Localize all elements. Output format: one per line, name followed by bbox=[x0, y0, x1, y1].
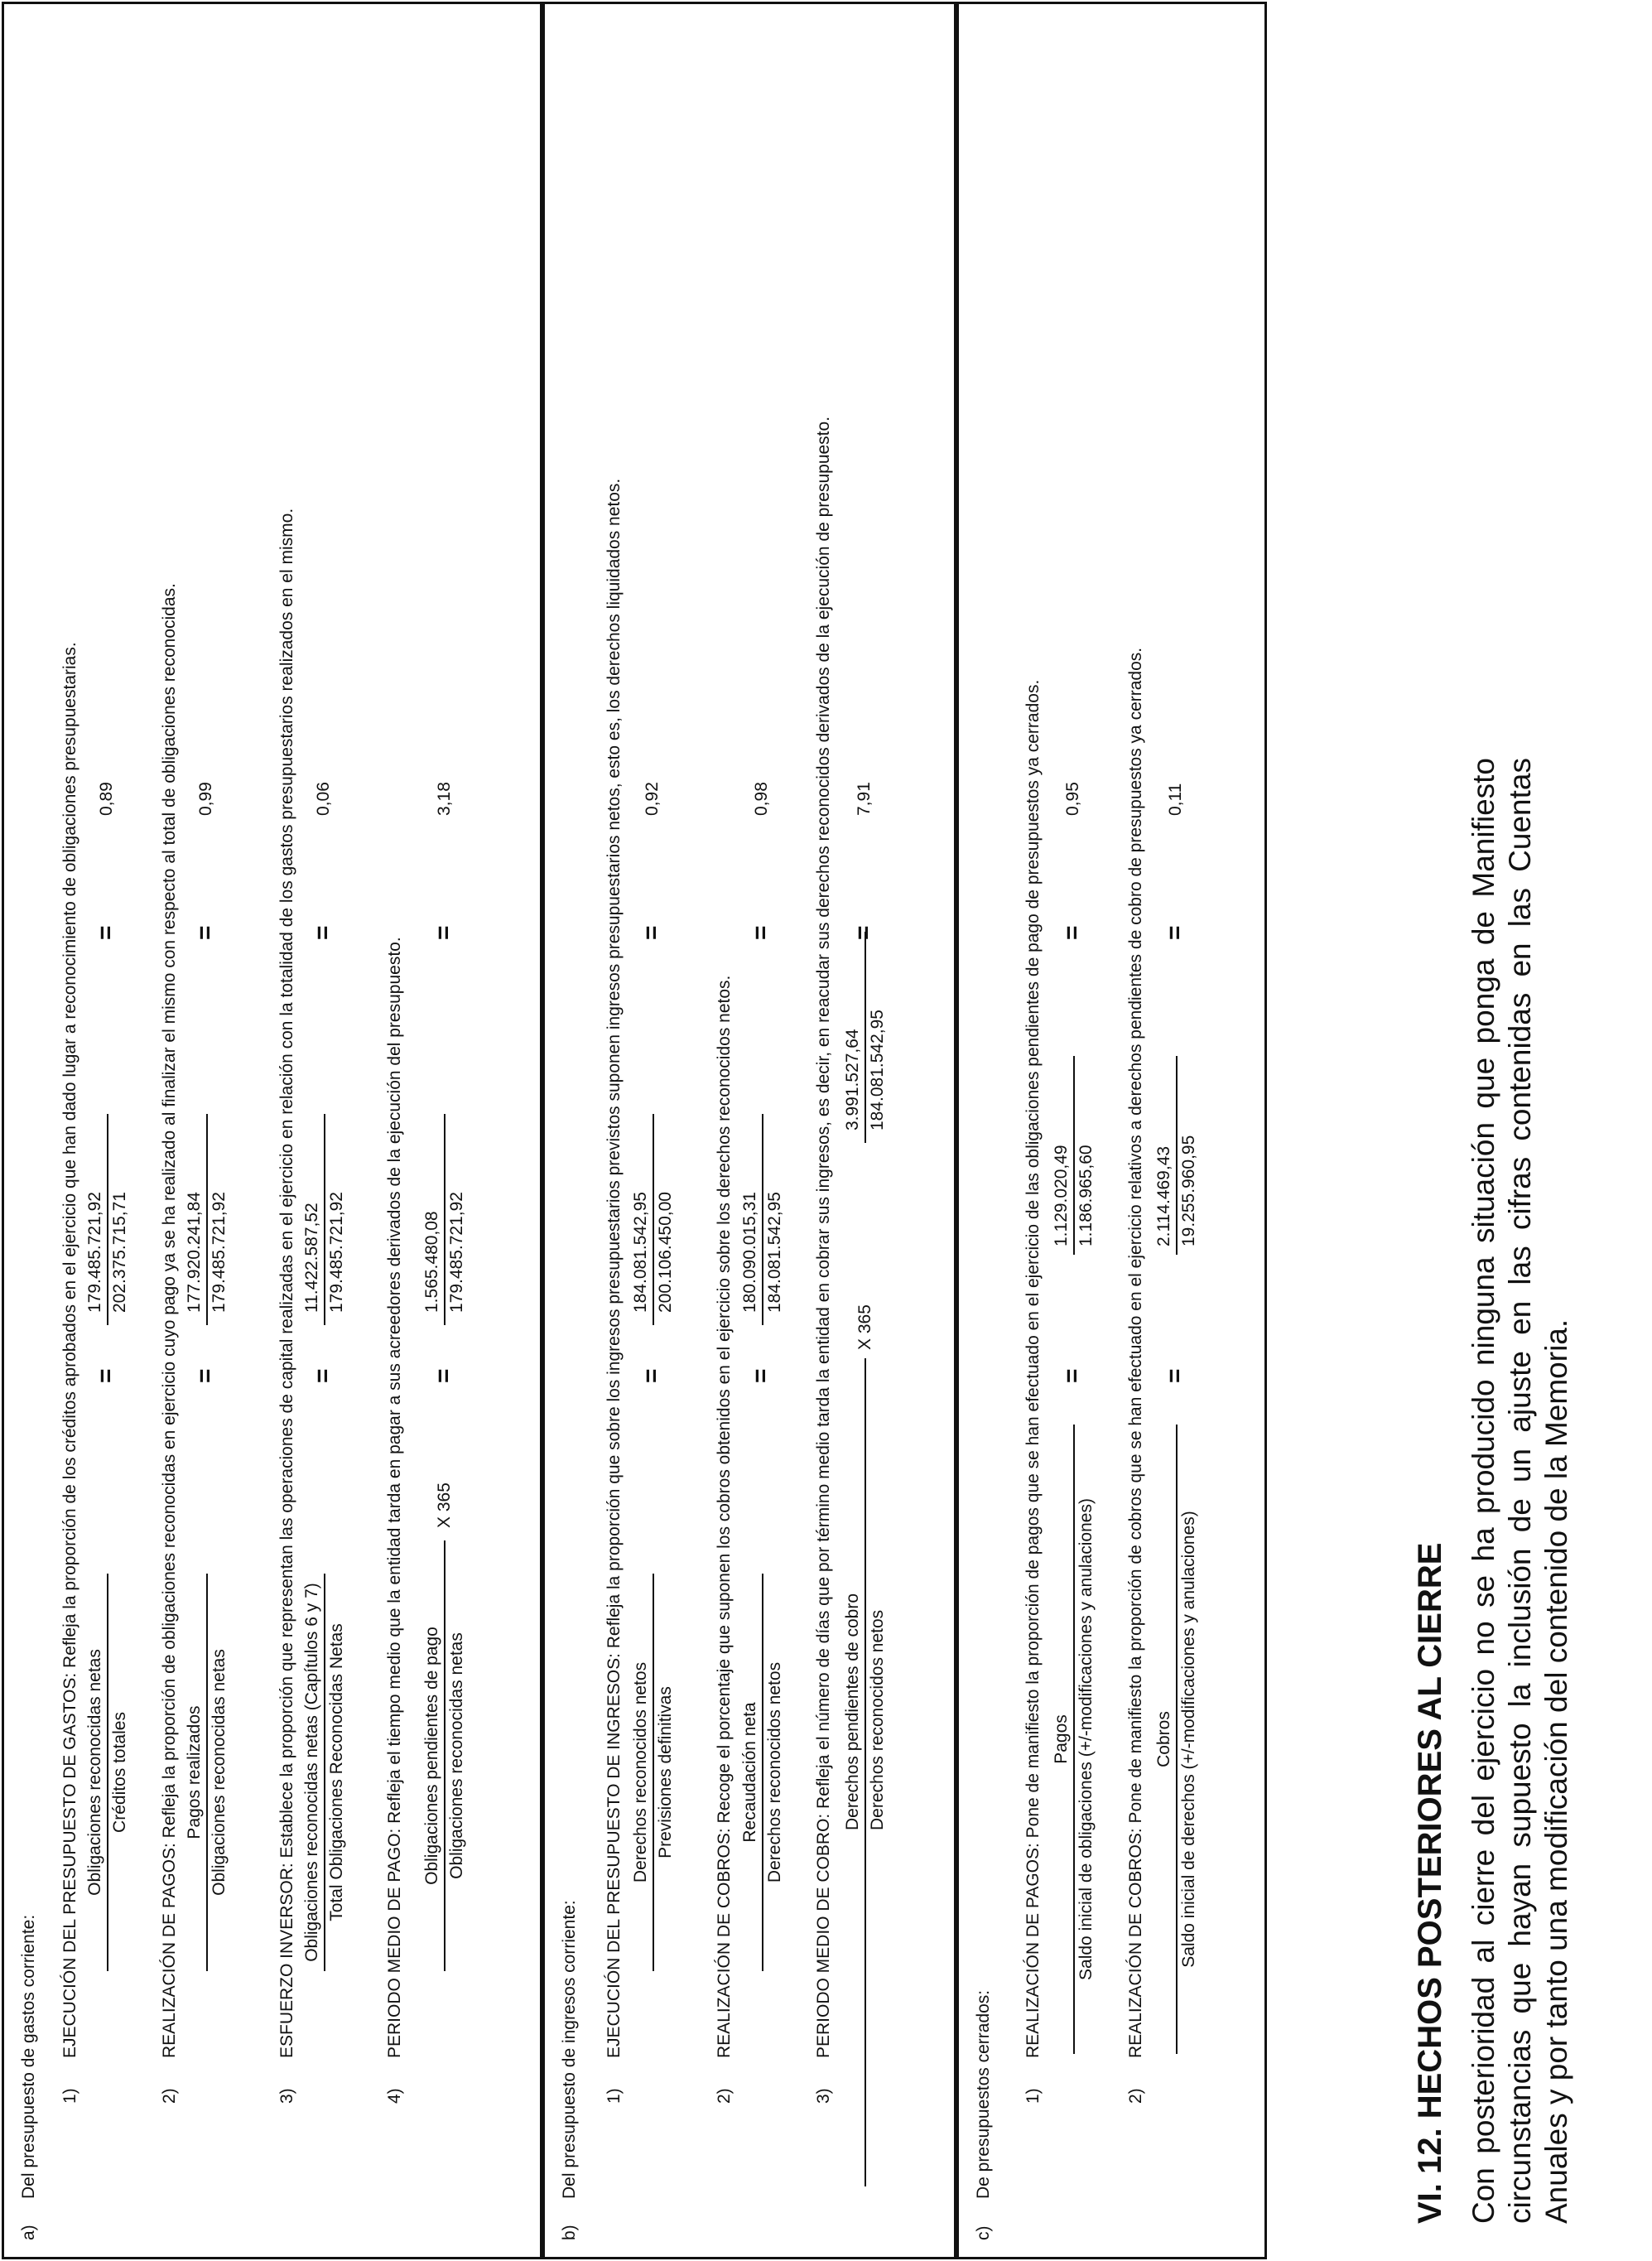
a1-denominator-value: 202.375.715,71 bbox=[110, 1192, 129, 1313]
b2-fraction-line bbox=[762, 1574, 763, 1971]
a1-equals-2: = bbox=[92, 925, 119, 940]
b2-numerator-label: Recaudación neta bbox=[740, 1702, 759, 1843]
a3-value-line bbox=[324, 1114, 325, 1325]
a2-numerator-value: 177.920.241,84 bbox=[185, 1192, 204, 1313]
c1-denominator-label: Saldo inicial de obligaciones (+/-modificaciones y anulaciones) bbox=[1076, 1498, 1096, 1980]
c1-value-line bbox=[1073, 1056, 1075, 1255]
b1-numerator-label: Derechos reconocidos netos bbox=[631, 1661, 650, 1883]
a2-fraction-line bbox=[206, 1574, 208, 1971]
a2-value-line bbox=[206, 1114, 208, 1325]
a3-equals-1: = bbox=[309, 1368, 336, 1383]
c1-result: 0,95 bbox=[1063, 782, 1082, 816]
a1-equals-1: = bbox=[92, 1368, 119, 1383]
c2-value-line bbox=[1176, 1056, 1178, 1255]
closing-paragraph: Con posterioridad al cierre del ejercicio no se ha producido ninguna situación que ponga de Manifiesto circunstancias que hayan supuesto la inclusión de un ajuste en las cifras contenidas en las Cuentas Anuales y por tanto una modificación del contenido de la Memoria. bbox=[1467, 758, 1573, 2224]
a1-numerator-label: Obligaciones reconocidas netas bbox=[85, 1649, 104, 1896]
b2-denominator-value: 184.081.542,95 bbox=[765, 1192, 784, 1313]
a2-result: 0,99 bbox=[196, 782, 215, 816]
b1-equals-1: = bbox=[638, 1368, 665, 1383]
b3-multiplier: X 365 bbox=[855, 1304, 874, 1350]
a2-denominator-value: 179.485.721,92 bbox=[210, 1192, 229, 1313]
panel-gastos-corriente bbox=[2, 2, 542, 2259]
section-c-marker: c) bbox=[974, 2225, 993, 2240]
b2-numerator-value: 180.090.015,31 bbox=[740, 1192, 759, 1313]
b2-equals-2: = bbox=[747, 925, 774, 940]
a4-number: 4) bbox=[385, 2088, 404, 2104]
c2-fraction-line bbox=[1176, 1425, 1178, 2054]
a4-description: PERIODO MEDIO DE PAGO: Refleja el tiempo medio que la entidad tarda en pagar a sus acreedores derivados de la ejecución del presupuesto. bbox=[385, 937, 404, 2058]
c1-equals-2: = bbox=[1058, 925, 1086, 940]
b3-result: 7,91 bbox=[855, 782, 874, 816]
c2-equals-1: = bbox=[1161, 1368, 1188, 1383]
b3-numerator-label: Derechos pendientes de cobro bbox=[843, 1593, 862, 1830]
c2-result: 0,11 bbox=[1166, 783, 1185, 816]
a3-description: ESFUERZO INVERSOR: Establece la proporción que representan las operaciones de capital realizadas en el ejercicio en relación con la totalidad de los gastos presupuestarios realizados en el mismo. bbox=[277, 508, 296, 2058]
a3-denominator-label: Total Obligaciones Reconocidas Netas bbox=[327, 1623, 346, 1921]
a4-value-line bbox=[444, 1114, 446, 1325]
a2-numerator-label: Pagos realizados bbox=[185, 1705, 204, 1839]
b2-result: 0,98 bbox=[752, 782, 771, 816]
a3-numerator-value: 11.422.587,52 bbox=[302, 1203, 321, 1313]
a1-description: EJECUCIÓN DEL PRESUPUESTO DE GASTOS: Refleja la proporción de los créditos aprobados en el ejercicio que han dado lugar a reconocimiento de obligaciones presupuestarias. bbox=[60, 642, 79, 2058]
c2-description: REALIZACIÓN DE COBROS: Pone de manifiesto la proporción de cobros que se han efectuado en el ejercicio relativos a derechos pendientes de cobro de presupuestos ya cerrados. bbox=[1126, 647, 1145, 2058]
section-b-marker: b) bbox=[560, 2225, 579, 2240]
b3-description: PERIODO MEDIO DE COBRO: Refleja el número de días que por término medio tarda la entidad en cobrar sus ingresos, es decir, en reacudar sus derechos reconocidos derivados de la ejecución de presupuesto. bbox=[814, 416, 833, 2058]
a2-denominator-label: Obligaciones reconocidas netas bbox=[210, 1649, 229, 1896]
a1-number: 1) bbox=[60, 2088, 79, 2104]
panel-ingresos-corriente bbox=[542, 2, 956, 2259]
b1-numerator-value: 184.081.542,95 bbox=[631, 1192, 650, 1313]
section-heading: VI. 12. HECHOS POSTERIORES AL CIERRE bbox=[1412, 1542, 1448, 2224]
c2-denominator-label: Saldo inicial de derechos (+/-modificaciones y anulaciones) bbox=[1179, 1511, 1198, 1968]
a1-denominator-label: Créditos totales bbox=[110, 1712, 129, 1833]
c2-equals-2: = bbox=[1161, 925, 1188, 940]
a3-equals-2: = bbox=[309, 925, 336, 940]
a4-numerator-label: Obligaciones pendientes de pago bbox=[422, 1627, 441, 1885]
b3-denominator-value: 184.081.542,95 bbox=[868, 1010, 887, 1130]
b1-description: EJECUCIÓN DEL PRESUPUESTO DE INGRESOS: Refleja la proporción que sobre los ingresos presupuestarios previstos suponen ingresos presupuestarios netos, esto es, los derechos liquidados netos. bbox=[604, 478, 624, 2058]
a1-numerator-value: 179.485.721,92 bbox=[85, 1192, 104, 1313]
c1-denominator-value: 1.186.965,60 bbox=[1076, 1145, 1096, 1246]
c1-fraction-line bbox=[1073, 1425, 1075, 2054]
b1-number: 1) bbox=[604, 2088, 624, 2104]
section-a-title: Del presupuesto de gastos corriente: bbox=[19, 1914, 38, 2199]
c1-equals-1: = bbox=[1058, 1368, 1086, 1383]
a3-fraction-line bbox=[324, 1574, 325, 1971]
a2-equals-1: = bbox=[191, 1368, 219, 1383]
a1-result: 0,89 bbox=[97, 782, 116, 816]
b2-equals-1: = bbox=[747, 1368, 774, 1383]
b2-description: REALIZACIÓN DE COBROS: Recoge el porcentaje que suponen los cobros obtenidos en el ejercicio sobre los derechos reconocidos netos. bbox=[715, 975, 734, 2058]
a1-value-line bbox=[107, 1114, 108, 1325]
a4-numerator-value: 1.565.480,08 bbox=[422, 1211, 441, 1313]
panel-presupuestos-cerrados bbox=[956, 2, 1267, 2259]
b1-fraction-line bbox=[653, 1574, 654, 1971]
c2-denominator-value: 19.255.960,95 bbox=[1179, 1135, 1198, 1246]
b3-denominator-label: Derechos reconocidos netos bbox=[868, 1609, 887, 1830]
a1-fraction-line bbox=[107, 1574, 108, 1971]
b1-equals-2: = bbox=[638, 925, 665, 940]
a3-denominator-value: 179.485.721,92 bbox=[327, 1192, 346, 1313]
section-b-title: Del presupuesto de ingresos corriente: bbox=[560, 1900, 579, 2199]
c1-description: REALIZACIÓN DE PAGOS: Pone de manifiesto la proporción de pagos que se han efectuado en el ejercicio de las obligaciones pendientes de pago de presupuestos ya cerrados. bbox=[1023, 679, 1043, 2058]
b1-denominator-label: Previsiones definitivas bbox=[656, 1686, 675, 1858]
a2-description: REALIZACIÓN DE PAGOS: Refleja la proporción de obligaciones reconocidas en ejercicio cuyo pago ya se ha realizado al finalizar el mismo con respecto al total de obligaciones reconocidas. bbox=[160, 583, 179, 2058]
b3-value-line bbox=[865, 932, 866, 1143]
c1-number: 1) bbox=[1023, 2088, 1043, 2104]
section-c-title: De presupuestos cerrados: bbox=[974, 1989, 993, 2199]
b3-number: 3) bbox=[814, 2088, 833, 2104]
b3-fraction-line bbox=[865, 1358, 866, 2186]
b1-result: 0,92 bbox=[643, 782, 662, 816]
b1-denominator-value: 200.106.450,00 bbox=[656, 1192, 675, 1313]
c2-numerator-label: Cobros bbox=[1154, 1711, 1173, 1767]
a4-multiplier: X 365 bbox=[435, 1482, 454, 1528]
a2-number: 2) bbox=[160, 2088, 179, 2104]
b3-numerator-value: 3.991.527,64 bbox=[843, 1029, 862, 1130]
a4-denominator-value: 179.485.721,92 bbox=[447, 1192, 466, 1313]
a3-result: 0,06 bbox=[314, 782, 333, 816]
c2-numerator-value: 2.114.469,43 bbox=[1154, 1145, 1173, 1246]
a4-fraction-line bbox=[444, 1540, 446, 1971]
a3-numerator-label: Obligaciones reconocidas netas (Capítulos 6 y 7) bbox=[302, 1583, 321, 1962]
c1-numerator-value: 1.129.020,49 bbox=[1052, 1145, 1071, 1246]
b2-number: 2) bbox=[715, 2088, 734, 2104]
a3-number: 3) bbox=[277, 2088, 296, 2104]
b3-equals-2: = bbox=[850, 925, 877, 940]
a4-denominator-label: Obligaciones reconocidas netas bbox=[447, 1632, 466, 1879]
b2-denominator-label: Derechos reconocidos netos bbox=[765, 1661, 784, 1883]
c1-numerator-label: Pagos bbox=[1052, 1714, 1071, 1764]
b2-value-line bbox=[762, 1114, 763, 1325]
b1-value-line bbox=[653, 1114, 654, 1325]
a4-result: 3,18 bbox=[435, 782, 454, 816]
a4-equals-1: = bbox=[430, 1368, 457, 1383]
a2-equals-2: = bbox=[191, 925, 219, 940]
section-a-marker: a) bbox=[19, 2225, 38, 2240]
c2-number: 2) bbox=[1126, 2088, 1145, 2104]
a4-equals-2: = bbox=[430, 925, 457, 940]
